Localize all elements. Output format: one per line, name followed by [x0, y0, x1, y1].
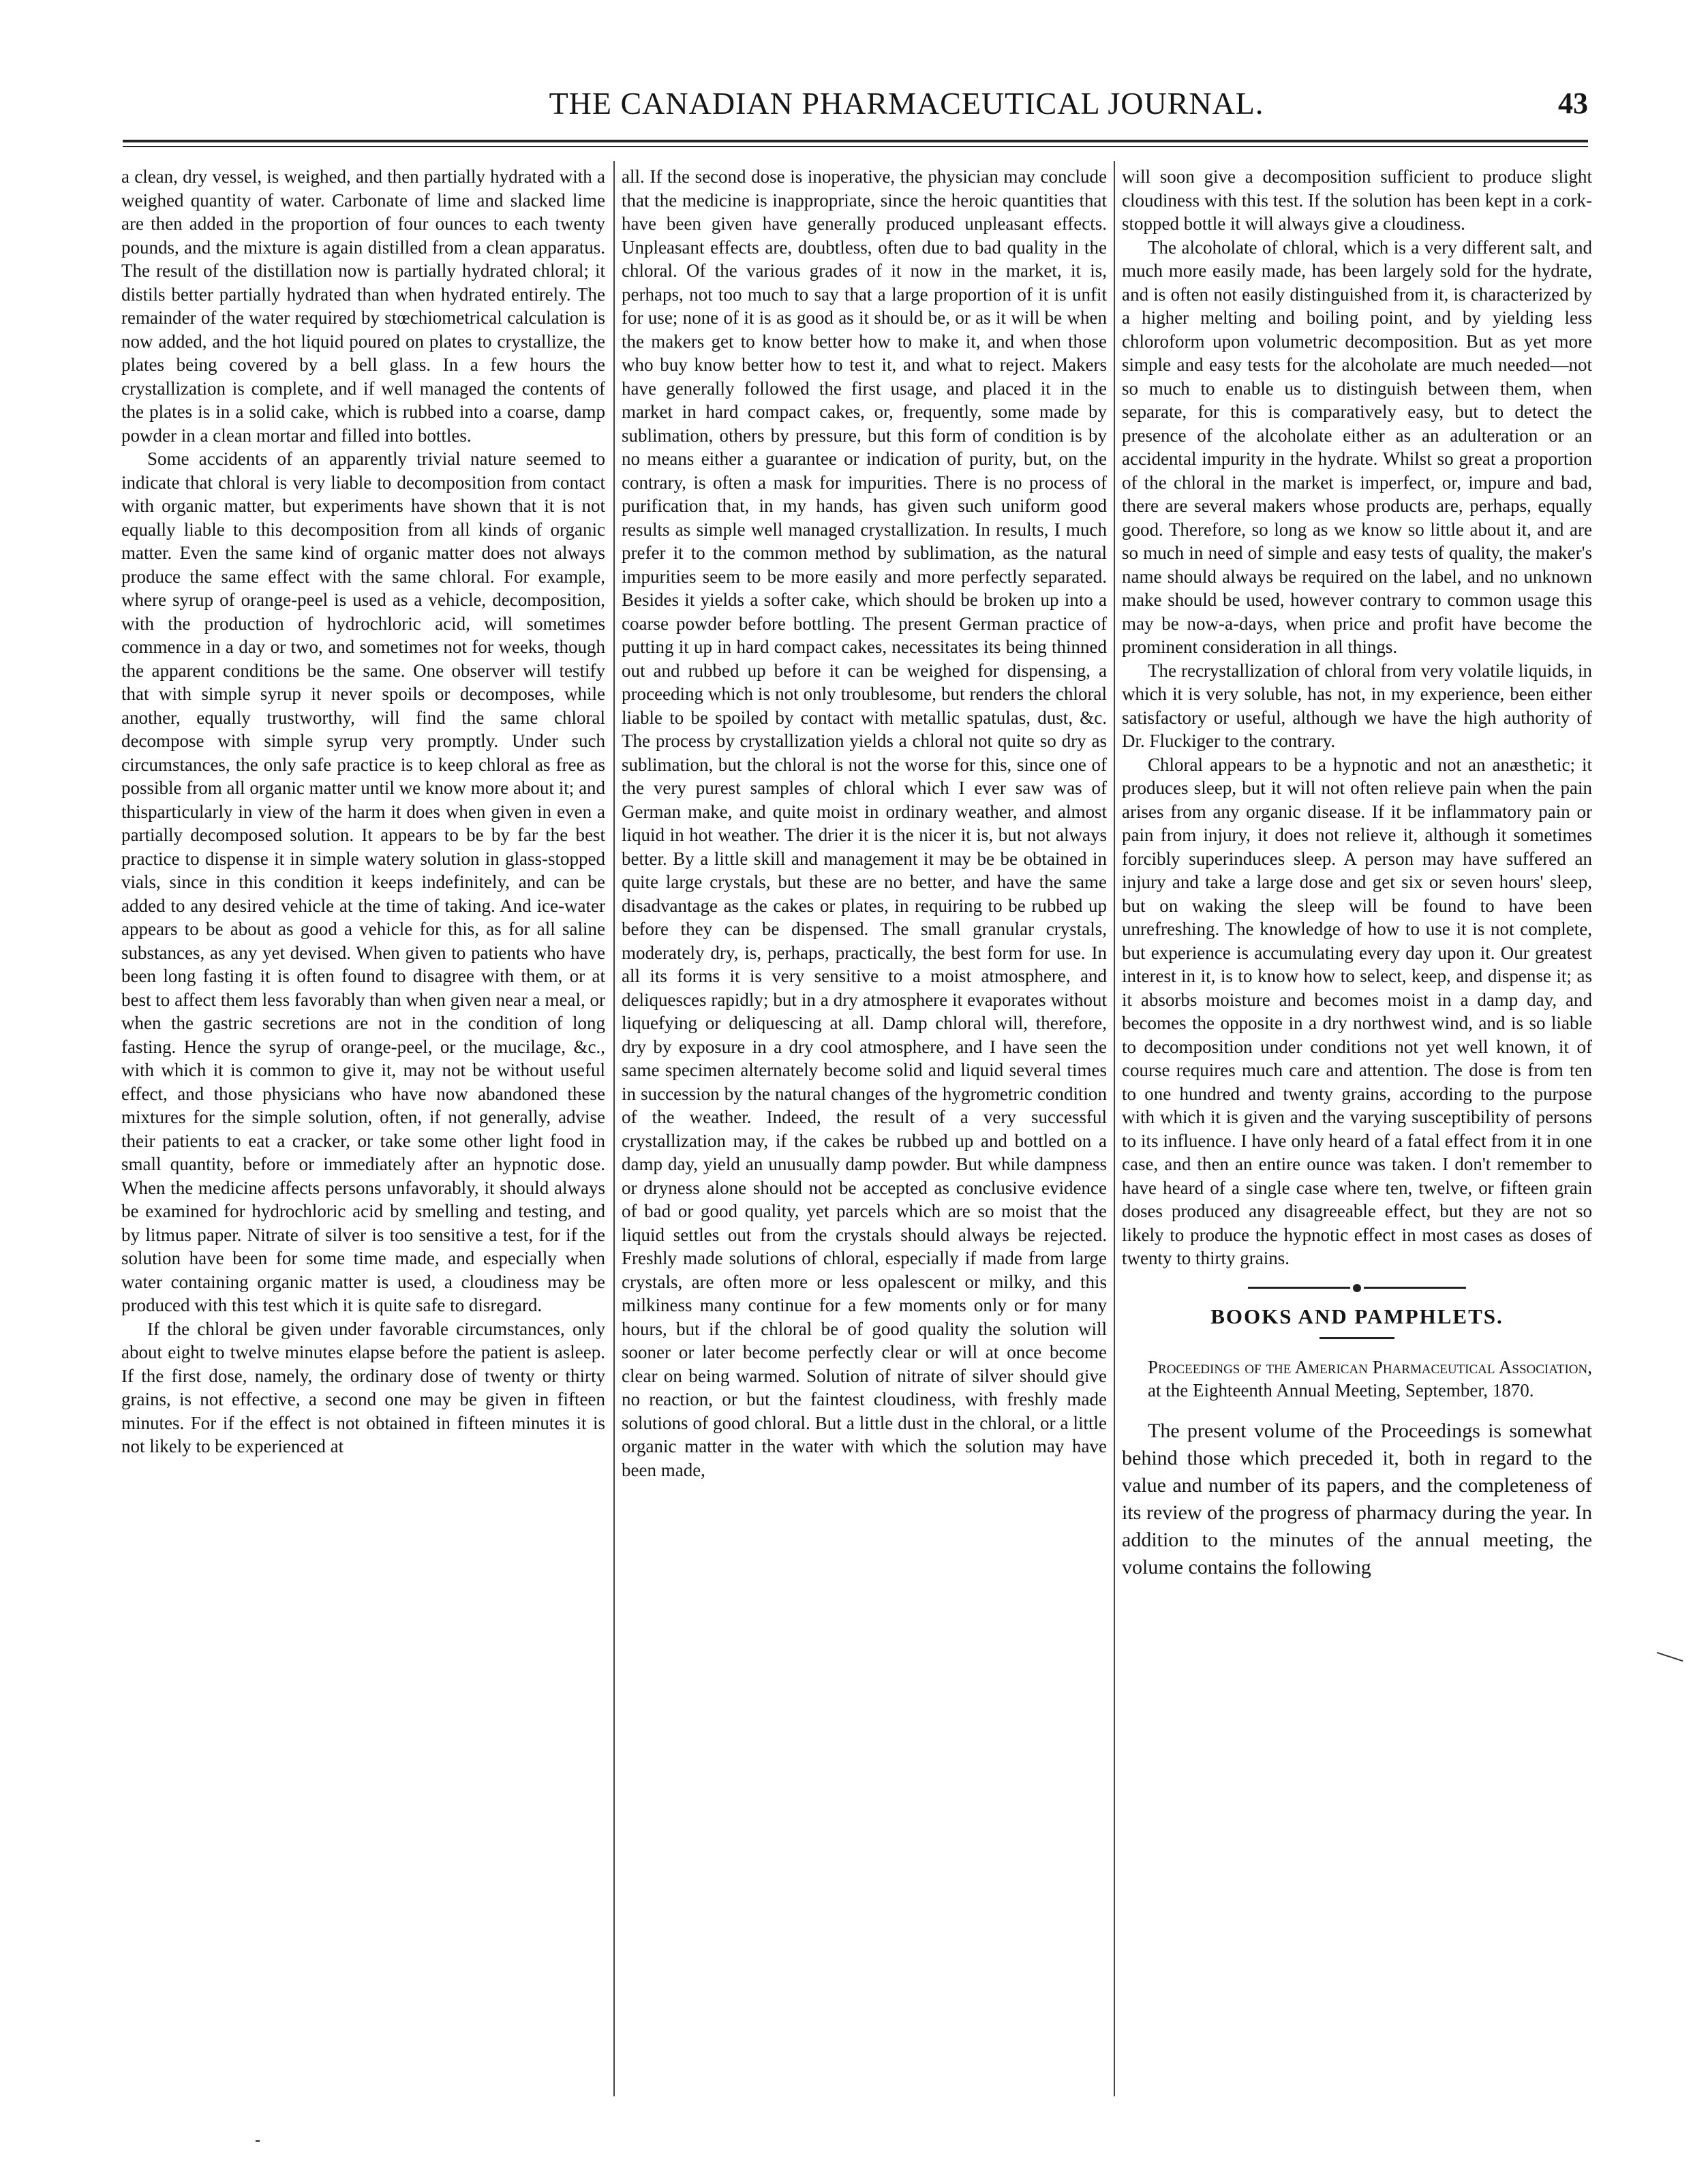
- review-subtitle: at the Eighteenth Annual Meeting, September, 1870.: [1148, 1380, 1534, 1401]
- paragraph: The recrystallization of chloral from very volatile liquids, in which it is very soluble, has not, in my experience, been either satisfactory or useful, although we have the high authority of Dr. Fluckiger to the contrary.: [1122, 660, 1592, 751]
- review-entry: [1122, 1356, 1592, 1403]
- paragraph: If the chloral be given under favorable circumstances, only about eight to twelve minutes elapse before the patient is asleep. If the first dose, namely, the ordinary dose of twenty or thirty grains, is not effective, a second one may be given in fifteen minutes. For if the effect is not obtained in fifteen minutes it is not likely to be experienced at: [121, 1318, 605, 1456]
- paragraph: Some accidents of an apparently trivial nature seemed to indicate that chloral is very liable to decomposition from contact with organic matter, but experiments have shown that it is not equally liable to this decomposition from all kinds of organic matter. Even the same kind of organic matter does not always produce the same effect with the same chloral. For example, where syrup of orange-peel is used as a vehicle, decomposition, with the production of hydrochloric acid, will sometimes commence in a day or two, and sometimes not for weeks, though the apparent conditions be the same. One observer will testify that with simple syrup it never spoils or decomposes, while another, equally trustworthy, will find the same chloral decompose with simple syrup very promptly. Under such circumstances, the only safe practice is to keep chloral as free as possible from all organic matter until we know more about it; and thisparticularly in view of the harm it does when given in even a partially decomposed solution. It appears to be by far the best practice to dispense it in simple watery solution in glass-stopped vials, since in this condition it keeps indefinitely, and can be added to any desired vehicle at the time of taking. And ice-water appears to be about as good a vehicle for this, as for all saline substances, as any yet devised. When given to patients who have been long fasting it is often found to disagree with them, or at best to affect them less favorably than when given near a meal, or when the gastric secretions are not in the condition of long fasting. Hence the syrup of orange-peel, or the mucilage, &c., with which it is common to give it, may not be without useful effect, and those physicians who have now abandoned these mixtures for the simple solution, often, if not generally, advise their patients to eat a cracker, or take some other light food in small quantity, before or immediately after an hypnotic dose. When the medicine affects persons unfavorably, it should always be examined for hydrochloric acid by smelling and testing, and by litmus paper. Nitrate of silver is too sensitive a test, for if the solution have been for some time made, and especially when water containing organic matter is used, a cloudiness may be produced with this test which it is quite safe to disregard.: [121, 448, 605, 1315]
- print-speck: [256, 2140, 260, 2142]
- header-rule-thick: [123, 140, 1588, 142]
- review-paragraph: The present volume of the Proceedings is somewhat behind those which preceded it, both in regard to the value and number of its papers, and the completeness of its review of the progress of pharmacy during the year. In addition to the minutes of the annual meeting, the volume contains the following: [1122, 1419, 1592, 1578]
- column-rule-right: [1114, 161, 1115, 2096]
- header-rule-thin: [123, 146, 1588, 147]
- text-column-3: [1122, 165, 1592, 1581]
- text-column-2: [622, 165, 1107, 1482]
- divider-bar: [1364, 1287, 1466, 1289]
- paragraph: Chloral appears to be a hypnotic and not an anæsthetic; it produces sleep, but it will not often relieve pain when the pain arises from any organic disease. If it be inflammatory pain or pain from injury, it does not relieve it, although it sometimes forcibly superinduces sleep. A person may have suffered an injury and take a large dose and get six or seven hours' sleep, but on waking the sleep will be found to have been unrefreshing. The knowledge of how to use it is not complete, but experience is accumulating every day upon it. Our greatest interest in it, is to know how to select, keep, and dispense it; as it absorbs moisture and becomes moist in a damp day, and becomes the opposite in a dry northwest wind, and is so liable to decomposition under conditions not yet well known, it of course requires much care and attention. The dose is from ten to one hundred and twenty grains, according to the purpose with which it is given and the varying susceptibility of persons to its influence. I have only heard of a fatal effect from it in one case, and then an entire ounce was taken. I don't remember to have heard of a single case where ten, twelve, or fifteen grain doses produced any disagreeable effect, but they are not so likely to produce the hypnotic effect in most cases as doses of twenty to thirty grains.: [1122, 754, 1592, 1268]
- paragraph: The alcoholate of chloral, which is a very different salt, and much more easily made, has been largely sold for the hydrate, and is often not easily distinguished from it, is characterized by a higher melting and boiling point, and by yielding less chloroform upon volumetric decomposition. But as yet more simple and easy tests for the alcoholate are much needed—not so much to enable us to distinguish between them, when separate, for this is comparatively easy, but to detect the presence of the alcoholate either as an adulteration or an accidental impurity in the hydrate. Whilst so great a proportion of the chloral in the market is imperfect, or, impure and bad, there are several makers whose products are, perhaps, equally good. Therefore, so long as we know so little about it, and are so much in need of simple and easy tests of quality, the maker's name should always be required on the label, and no unknown make should be used, however contrary to common usage this may be now-a-days, when price and profit have become the prominent consideration in all things.: [1122, 236, 1592, 657]
- column-rule-left: [613, 161, 615, 2096]
- divider-dot: [1353, 1284, 1361, 1292]
- journal-title: THE CANADIAN PHARMACEUTICAL JOURNAL.: [549, 86, 1264, 121]
- margin-mark: [1657, 1652, 1683, 1662]
- section-divider: [1122, 1284, 1592, 1292]
- review-title: Proceedings of the American Pharmaceutical Association,: [1148, 1356, 1592, 1377]
- running-head: [123, 83, 1588, 131]
- paragraph: a clean, dry vessel, is weighed, and then partially hydrated with a weighed quantity of water. Carbonate of lime and slacked lime are then added in the proportion of four ounces to each twenty pounds, and the mixture is again distilled from a clean apparatus. The result of the distillation now is partially hydrated chloral; it distils better partially hydrated than when hydrated entirely. The remainder of the water required by stœchiometrical calculation is now added, and the hot liquid poured on plates to crystallize, the plates being covered by a bell glass. In a few hours the crystallization is complete, and if well managed the contents of the plates is in a solid cake, which is rubbed into a coarse, damp powder in a clean mortar and filled into bottles.: [121, 166, 605, 446]
- paragraph: all. If the second dose is inoperative, the physician may conclude that the medicine is inappropriate, since the heroic quantities that have been given have generally produced unpleasant effects. Unpleasant effects are, doubtless, often due to bad quality in the chloral. Of the various grades of it now in the market, it is, perhaps, not too much to say that a large proportion of it is unfit for use; none of it is as good as it should be, or as it will be when the makers get to know better how to make it, and when those who buy know better how to test it, and what to reject. Makers have generally followed the first usage, and placed it in the market in hard compact cakes, or, frequently, some made by sublimation, others by pressure, but this form of condition is by no means either a guarantee or indication of purity, but, on the contrary, is often a mask for impurities. There is no process of purification that, in my hands, has given such uniform good results as simple well managed crystallization. In results, I much prefer it to the common method by sublimation, as the natural impurities seem to be more easily and more perfectly separated. Besides it yields a softer cake, which should be broken up into a coarse powder before bottling. The present German practice of putting it up in hard compact cakes, necessitates its being thinned out and rubbed up before it can be weighed for dispensing, a proceeding which is not only troublesome, but renders the chloral liable to be spoiled by contact with metallic spatulas, dust, &c. The process by crystallization yields a chloral not quite so dry as sublimation, but the chloral is not the worse for this, since one of the very purest samples of chloral which I ever saw was of German make, and quite moist in ordinary weather, and almost liquid in hot weather. The drier it is the nicer it is, but not always better. By a little skill and management it may be be obtained in quite large crystals, but these are no better, and have the same disadvantage as the cakes or plates, in requiring to be rubbed up before they can be dispensed. The small granular crystals, moderately dry, is, perhaps, practically, the best form for use. In all its forms it is very sensitive to a moist atmosphere, and deliquesces rapidly; but in a dry atmosphere it evaporates without liquefying or deliquescing at all. Damp chloral will, therefore, dry by exposure in a dry cool atmosphere, and I have seen the same specimen alternately become solid and liquid several times in succession by the natural changes of the hygrometric condition of the weather. Indeed, the result of a very successful crystallization may, if the cakes be rubbed up and bottled on a damp day, yield an unusually damp powder. But while dampness or dryness alone should not be accepted as conclusive evidence of bad or good quality, yet parcels which are so moist that the liquid settles out from the crystals should always be rejected. Freshly made solutions of chloral, especially if made from large crystals, are often more or less opalescent or milky, and this milkiness many continue for a few moments only or for many hours, but if the chloral be of good quality the solution will sooner or later become perfectly clear or will at once become clear on being warmed. Solution of nitrate of silver should give no reaction, or but the faintest cloudiness, with freshly made solutions of good chloral. But a little dust in the chloral, or a little organic matter in the water with which the solution may have been made,: [622, 166, 1107, 1480]
- page-number: 43: [1558, 87, 1588, 120]
- text-column-1: [121, 165, 605, 1458]
- section-heading: BOOKS AND PAMPHLETS.: [1210, 1304, 1504, 1328]
- divider-bar: [1248, 1287, 1350, 1289]
- paragraph: will soon give a decomposition sufficient to produce slight cloudiness with this test. If the solution has been kept in a cork-stopped bottle it will always give a cloudiness.: [1122, 166, 1592, 234]
- heading-rule: [1320, 1337, 1394, 1339]
